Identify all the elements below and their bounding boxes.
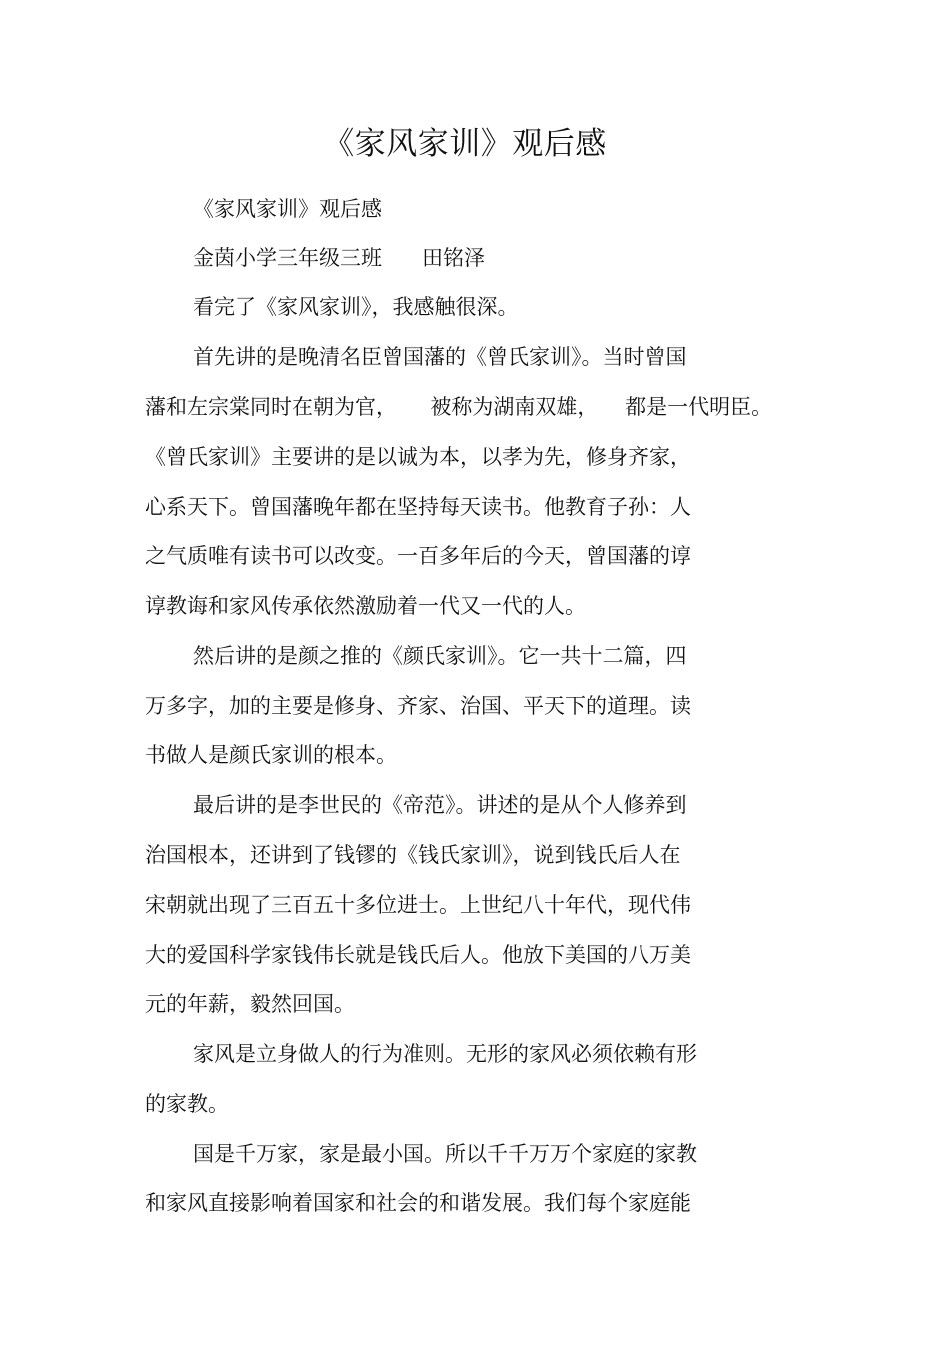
paragraph-line: 之气质唯有读书可以改变。一百多年后的今天，曾国藩的谆 [145,544,691,568]
paragraph-line: 谆教诲和家风传承依然激励着一代又一代的人。 [145,594,586,618]
paragraph-line: 书做人是颜氏家训的根本。 [145,743,397,767]
subtitle-line: 《家风家训》观后感 [193,197,382,221]
paragraph-line: 万多字，加的主要是修身、齐家、治国、平天下的道理。读 [145,694,691,718]
paragraph-line: 宋朝就出现了三百五十多位进士。上世纪八十年代，现代伟 [145,893,691,917]
paragraph-line: 和家风直接影响着国家和社会的和谐发展。我们每个家庭能 [145,1191,691,1215]
paragraph-line: 最后讲的是李世民的《帝范》。讲述的是从个人修养到 [193,793,687,817]
paragraph-line: 心系天下。曾国藩晚年都在坚持每天读书。他教育子孙：人 [145,495,691,519]
paragraph-line: 首先讲的是晚清名臣曾国藩的《曾氏家训》。当时曾国 [193,345,687,369]
paragraph-line: 家风是立身做人的行为准则。无形的家风必须依赖有形 [193,1042,697,1066]
paragraph-line: 然后讲的是颜之推的《颜氏家训》。它一共十二篇，四 [193,644,687,668]
paragraph-line: 的家教。 [145,1092,229,1116]
author-line: 金茵小学三年级三班 田铭泽 [193,246,486,270]
paragraph-line: 看完了《家风家训》，我感触很深。 [193,295,519,319]
paragraph-line: 元的年薪，毅然回国。 [145,992,355,1016]
paragraph-line: 藩和左宗棠同时在朝为官， 被称为湖南双雄， 都是一代明臣。 [145,395,773,419]
paragraph-line: 治国根本，还讲到了钱镠的《钱氏家训》，说到钱氏后人在 [145,843,681,867]
paragraph-line: 大的爱国科学家钱伟长就是钱氏后人。他放下美国的八万美 [145,943,691,967]
document-title: 《家风家训》观后感 [323,126,607,162]
paragraph-line: 国是千万家，家是最小国。所以千千万万个家庭的家教 [193,1142,697,1166]
paragraph-line: 《曾氏家训》主要讲的是以诚为本，以孝为先，修身齐家， [145,445,691,469]
